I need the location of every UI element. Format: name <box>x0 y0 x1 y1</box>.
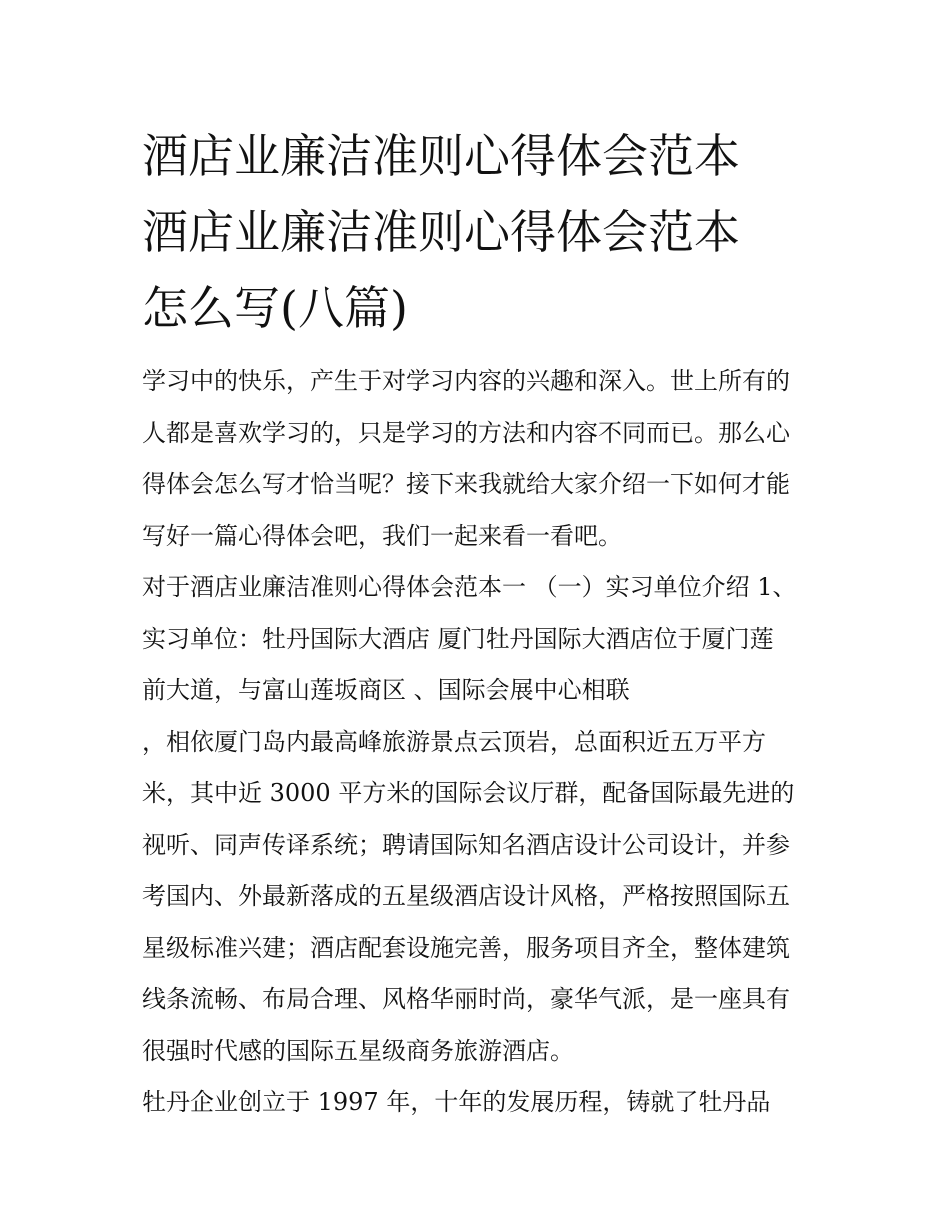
paragraph-hotel-description <box>142 717 814 1078</box>
title-line: 怎么写(八篇) <box>142 281 408 335</box>
text-line: 学习中的快乐，产生于对学习内容的兴趣和深入。世上所有的 <box>142 367 790 395</box>
paragraph-intro <box>142 356 814 562</box>
title-line: 酒店业廉洁准则心得体会范本 <box>142 129 740 183</box>
paragraph-company-history <box>142 1077 814 1129</box>
text-line: 星级标准兴建；酒店配套设施完善，服务项目齐全，整体建筑 <box>142 933 790 962</box>
text-line: 线条流畅、布局合理、风格华丽时尚，豪华气派，是一座具有 <box>142 985 790 1013</box>
document-title <box>142 118 814 346</box>
document-page <box>142 118 814 1129</box>
text-line: 写好一篇心得体会吧，我们一起来看一看吧。 <box>142 521 622 550</box>
paragraph-unit-intro <box>142 562 814 717</box>
text-line: 很强时代感的国际五星级商务旅游酒店。 <box>142 1036 574 1065</box>
text-line: 得体会怎么写才恰当呢？接下来我就给大家介绍一下如何才能 <box>142 470 790 498</box>
text-line: 人都是喜欢学习的，只是学习的方法和内容不同而已。那么心 <box>142 418 790 447</box>
text-line: 实习单位：牡丹国际大酒店 厦门牡丹国际大酒店位于厦门莲 <box>142 624 774 653</box>
text-line: 考国内、外最新落成的五星级酒店设计风格，严格按照国际五 <box>142 882 790 910</box>
text-line: 米，其中近 3000 平方米的国际会议厅群，配备国际最先进的 <box>142 779 795 807</box>
text-line: 视听、同声传译系统；聘请国际知名酒店设计公司设计，并参 <box>142 830 790 859</box>
text-line: 前大道，与富山莲坂商区 、国际会展中心相联 <box>142 676 630 704</box>
title-line: 酒店业廉洁准则心得体会范本 <box>142 205 740 259</box>
text-line: 对于酒店业廉洁准则心得体会范本一 （一）实习单位介绍 1、 <box>142 573 797 601</box>
text-line: 牡丹企业创立于 1997 年，十年的发展历程，铸就了牡丹品 <box>142 1088 771 1116</box>
text-line: ，相依厦门岛内最高峰旅游景点云顶岩，总面积近五万平方 <box>142 727 766 756</box>
